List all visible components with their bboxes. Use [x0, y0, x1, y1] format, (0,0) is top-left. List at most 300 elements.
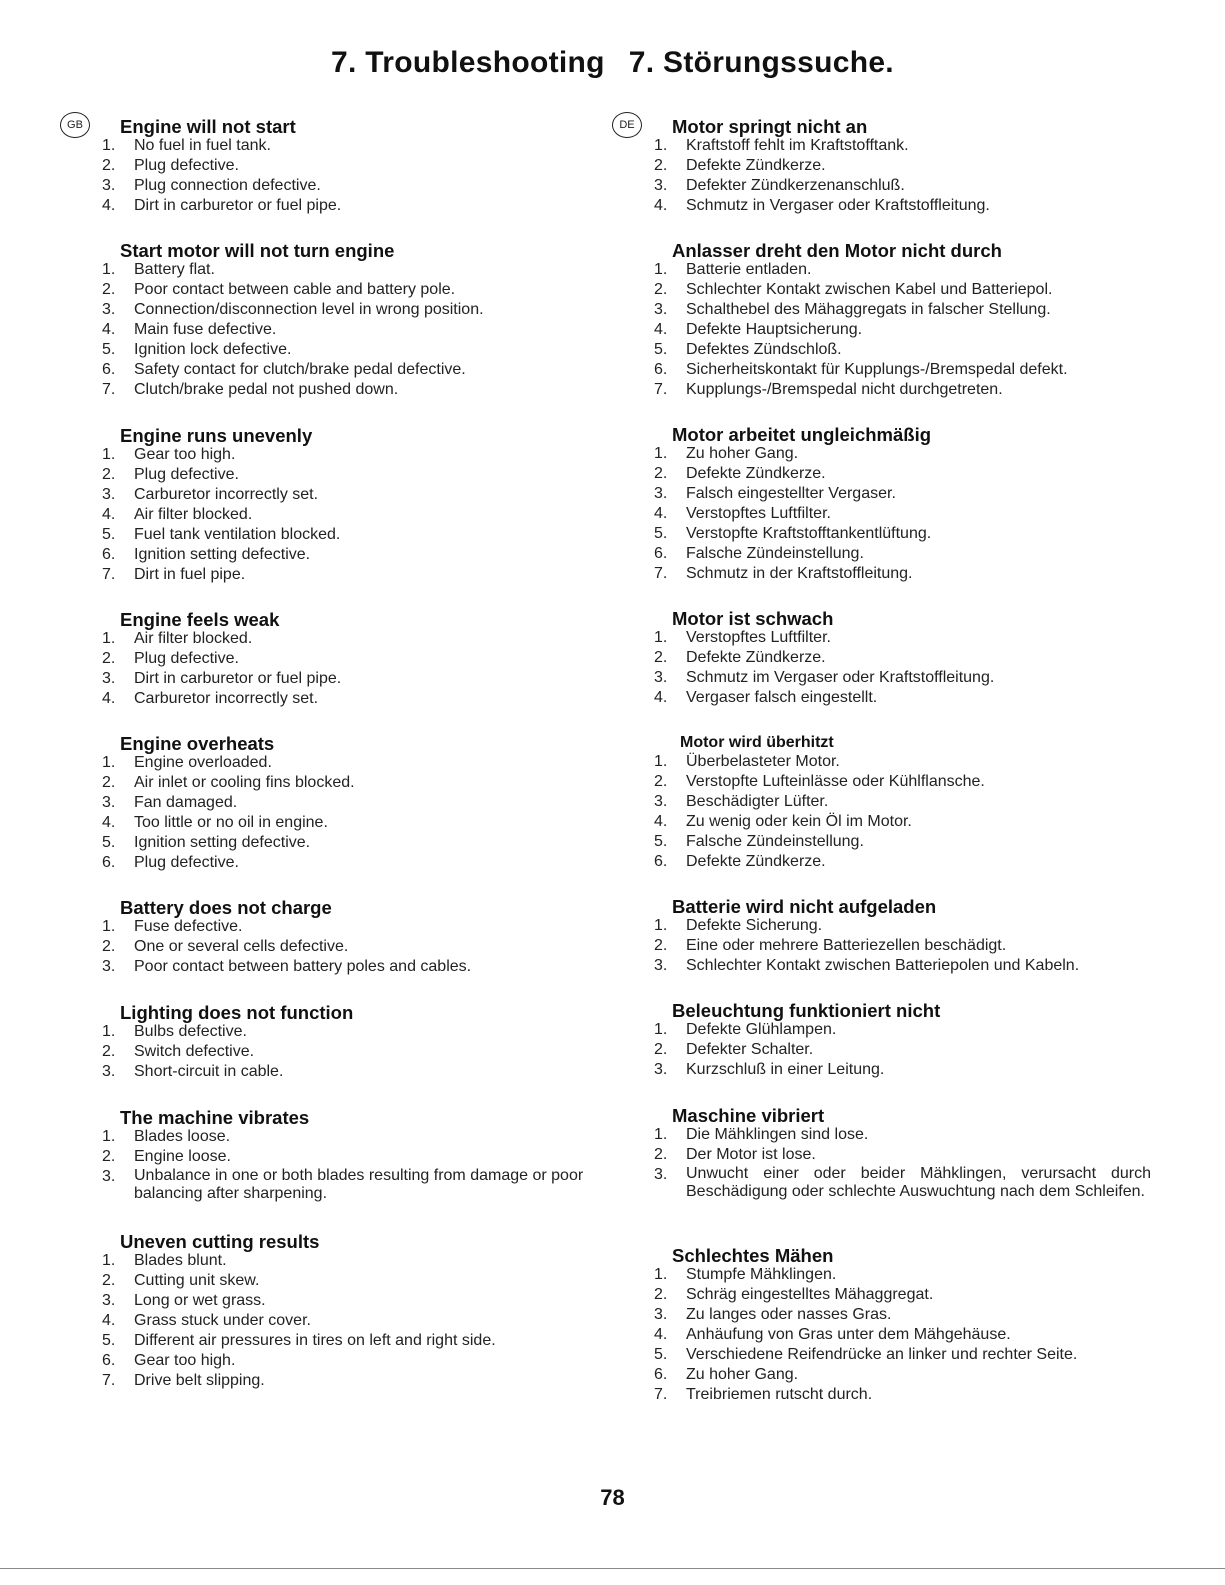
item-number: 1.: [102, 630, 116, 647]
item-text: Plug defective.: [134, 157, 239, 174]
item-text: Falsche Zündeinstellung.: [686, 545, 864, 562]
item-text: Safety contact for clutch/brake pedal defective.: [134, 361, 466, 378]
item-text: Grass stuck under cover.: [134, 1312, 311, 1329]
de-language-badge: DE: [612, 112, 642, 138]
item-number: 6.: [102, 1352, 116, 1369]
list-item: [70, 917, 610, 937]
cause-list: [622, 752, 1162, 872]
item-text: Dirt in fuel pipe.: [134, 566, 246, 583]
item-text: Verschiedene Reifendrücke an linker und rechter Seite.: [686, 1346, 1078, 1363]
item-number: 4.: [102, 1312, 116, 1329]
list-item: [70, 669, 610, 689]
item-text: Verstopfte Lufteinlässe oder Kühlflansche.: [686, 773, 985, 790]
list-item: [70, 689, 610, 709]
item-text: Verstopfte Kraftstofftankentlüftung.: [686, 525, 932, 542]
item-text: Plug defective.: [134, 854, 239, 871]
list-item: [70, 505, 610, 525]
list-item: [70, 773, 610, 793]
item-text: Zu wenig oder kein Öl im Motor.: [686, 813, 912, 830]
item-number: 5.: [102, 834, 116, 851]
item-text: Anhäufung von Gras unter dem Mähgehäuse.: [686, 1326, 1011, 1343]
list-item: [70, 937, 610, 957]
item-text: Überbelasteter Motor.: [686, 753, 840, 770]
section-title: Battery does not charge: [120, 897, 332, 918]
item-number: 4.: [654, 1326, 668, 1343]
item-number: 5.: [654, 341, 668, 358]
item-text: Unwucht einer oder beider Mähklingen, verursacht durch Beschädigung oder schlechte Auswuchtung nach dem Schleifen.: [686, 1165, 1151, 1200]
page-number: 78: [600, 1485, 625, 1510]
item-text: Connection/disconnection level in wrong position.: [134, 301, 484, 318]
list-item: [622, 936, 1162, 956]
cause-list: [70, 917, 610, 977]
item-number: 3.: [102, 794, 116, 811]
cause-list: [622, 1020, 1162, 1080]
item-text: Zu hoher Gang.: [686, 1366, 799, 1383]
list-item: [70, 853, 610, 873]
cause-list: [622, 1265, 1162, 1405]
list-item: [622, 320, 1162, 340]
cause-list: [70, 753, 610, 873]
item-text: Fuel tank ventilation blocked.: [134, 526, 341, 543]
item-number: 1.: [654, 917, 668, 934]
list-item: [70, 260, 610, 280]
list-item: [622, 136, 1162, 156]
list-item: [70, 833, 610, 853]
section-title: Start motor will not turn engine: [120, 240, 395, 261]
section-title: Engine overheats: [120, 733, 275, 754]
list-item: [622, 1285, 1162, 1305]
item-number: 3.: [102, 486, 116, 503]
item-number: 4.: [102, 814, 116, 831]
list-item: [70, 813, 610, 833]
item-number: 1.: [654, 753, 668, 770]
cause-list: [622, 628, 1162, 708]
section-title: Schlechtes Mähen: [672, 1245, 834, 1266]
list-item: [70, 1062, 610, 1082]
item-number: 1.: [102, 1252, 116, 1269]
cause-list: [70, 136, 610, 216]
list-item: [622, 260, 1162, 280]
list-item: [70, 360, 610, 380]
item-text: Schräg eingestelltes Mähaggregat.: [686, 1286, 934, 1303]
item-text: Defekte Sicherung.: [686, 917, 823, 934]
item-number: 6.: [654, 545, 668, 562]
item-number: 6.: [102, 361, 116, 378]
item-number: 5.: [102, 341, 116, 358]
list-item: [622, 564, 1162, 584]
item-text: Defekte Hauptsicherung.: [686, 321, 863, 338]
section-title: Motor arbeitet ungleichmäßig: [672, 424, 932, 445]
list-item: [622, 832, 1162, 852]
item-text: Unbalance in one or both blades resulting from damage or poor balancing after sharpening.: [134, 1167, 584, 1202]
list-item: [70, 136, 610, 156]
item-number: 2.: [102, 281, 116, 298]
item-text: Defekter Zündkerzenanschluß.: [686, 177, 905, 194]
list-item: [622, 1165, 1162, 1219]
item-text: Verstopftes Luftfilter.: [686, 629, 831, 646]
list-item: [622, 1040, 1162, 1060]
item-number: 3.: [102, 1292, 116, 1309]
item-number: 2.: [654, 937, 668, 954]
item-text: Plug defective.: [134, 466, 239, 483]
list-item: [622, 1365, 1162, 1385]
item-number: 2.: [654, 1286, 668, 1303]
item-number: 4.: [654, 813, 668, 830]
item-text: Falsch eingestellter Vergaser.: [686, 485, 896, 502]
list-item: [622, 628, 1162, 648]
cause-list: [70, 1127, 610, 1205]
gb-language-badge: GB: [60, 112, 90, 138]
section-title: Anlasser dreht den Motor nicht durch: [672, 240, 1002, 261]
item-text: Air filter blocked.: [134, 630, 253, 647]
item-number: 2.: [102, 1148, 116, 1165]
item-number: 7.: [102, 381, 116, 398]
item-text: Der Motor ist lose.: [686, 1146, 816, 1163]
list-item: [622, 464, 1162, 484]
item-text: Defekte Zündkerze.: [686, 465, 826, 482]
item-text: Defekter Schalter.: [686, 1041, 814, 1058]
list-item: [622, 524, 1162, 544]
list-item: [622, 340, 1162, 360]
item-text: Gear too high.: [134, 446, 236, 463]
item-number: 1.: [654, 137, 668, 154]
item-number: 5.: [654, 525, 668, 542]
item-text: Schmutz im Vergaser oder Kraftstoffleitung.: [686, 669, 995, 686]
list-item: [622, 156, 1162, 176]
item-text: Blades blunt.: [134, 1252, 227, 1269]
section-title: Motor ist schwach: [672, 608, 834, 629]
item-text: Poor contact between cable and battery pole.: [134, 281, 456, 298]
item-number: 4.: [102, 690, 116, 707]
item-number: 7.: [654, 381, 668, 398]
list-item: [70, 320, 610, 340]
list-item: [622, 1265, 1162, 1285]
item-number: 3.: [102, 177, 116, 194]
list-item: [70, 485, 610, 505]
item-text: Different air pressures in tires on left and right side.: [134, 1332, 496, 1349]
list-item: [622, 360, 1162, 380]
item-text: Schmutz in Vergaser oder Kraftstoffleitung.: [686, 197, 990, 214]
list-item: [70, 957, 610, 977]
section-title: Motor springt nicht an: [672, 116, 868, 137]
list-item: [622, 196, 1162, 216]
item-number: 6.: [102, 854, 116, 871]
item-text: Carburetor incorrectly set.: [134, 690, 319, 707]
item-text: Engine overloaded.: [134, 754, 272, 771]
item-number: 2.: [654, 1146, 668, 1163]
list-item: [622, 688, 1162, 708]
title-en: 7. Troubleshooting: [331, 46, 605, 79]
item-text: Batterie entladen.: [686, 261, 812, 278]
item-text: Schlechter Kontakt zwischen Kabel und Batteriepol.: [686, 281, 1053, 298]
item-number: 2.: [102, 938, 116, 955]
list-item: [70, 565, 610, 585]
list-item: [70, 1291, 610, 1311]
item-number: 4.: [654, 689, 668, 706]
item-number: 2.: [102, 466, 116, 483]
item-text: Short-circuit in cable.: [134, 1063, 284, 1080]
item-text: Schlechter Kontakt zwischen Batteriepolen und Kabeln.: [686, 957, 1080, 974]
item-text: Bulbs defective.: [134, 1023, 247, 1040]
item-text: Zu hoher Gang.: [686, 445, 799, 462]
section-title: Beleuchtung funktioniert nicht: [672, 1000, 941, 1021]
item-text: Die Mähklingen sind lose.: [686, 1126, 869, 1143]
item-text: Kraftstoff fehlt im Kraftstofftank.: [686, 137, 909, 154]
section-title: Motor wird überhitzt: [680, 734, 834, 751]
list-item: [622, 380, 1162, 400]
list-item: [622, 444, 1162, 464]
item-text: Stumpfe Mähklingen.: [686, 1266, 837, 1283]
list-item: [622, 484, 1162, 504]
item-number: 2.: [102, 650, 116, 667]
list-item: [622, 504, 1162, 524]
item-text: Dirt in carburetor or fuel pipe.: [134, 670, 342, 687]
item-text: No fuel in fuel tank.: [134, 137, 271, 154]
item-number: 1.: [102, 918, 116, 935]
item-number: 1.: [102, 137, 116, 154]
item-number: 3.: [102, 958, 116, 975]
cause-list: [70, 260, 610, 400]
item-number: 4.: [102, 506, 116, 523]
item-number: 2.: [102, 1043, 116, 1060]
list-item: [622, 792, 1162, 812]
list-item: [70, 340, 610, 360]
item-text: Zu langes oder nasses Gras.: [686, 1306, 892, 1323]
item-number: 4.: [102, 197, 116, 214]
list-item: [622, 1345, 1162, 1365]
item-number: 3.: [654, 669, 668, 686]
list-item: [70, 1311, 610, 1331]
item-text: Kupplungs-/Bremspedal nicht durchgetreten.: [686, 381, 1003, 398]
item-number: 4.: [654, 197, 668, 214]
item-number: 1.: [654, 1021, 668, 1038]
list-item: [622, 648, 1162, 668]
item-number: 2.: [102, 774, 116, 791]
item-number: 3.: [654, 957, 668, 974]
item-text: Sicherheitskontakt für Kupplungs-/Bremspedal defekt.: [686, 361, 1068, 378]
item-text: Carburetor incorrectly set.: [134, 486, 319, 503]
item-number: 6.: [654, 853, 668, 870]
item-text: Beschädigter Lüfter.: [686, 793, 829, 810]
item-number: 3.: [654, 1306, 668, 1323]
list-item: [70, 280, 610, 300]
list-item: [622, 916, 1162, 936]
list-item: [622, 1020, 1162, 1040]
item-text: Long or wet grass.: [134, 1292, 266, 1309]
item-text: Air filter blocked.: [134, 506, 253, 523]
item-text: Vergaser falsch eingestellt.: [686, 689, 878, 706]
item-text: Engine loose.: [134, 1148, 231, 1165]
item-number: 1.: [102, 754, 116, 771]
item-text: Air inlet or cooling fins blocked.: [134, 774, 355, 791]
list-item: [70, 196, 610, 216]
list-item: [70, 1271, 610, 1291]
list-item: [70, 545, 610, 565]
item-text: Falsche Zündeinstellung.: [686, 833, 864, 850]
section-title: The machine vibrates: [120, 1107, 310, 1128]
item-number: 2.: [654, 465, 668, 482]
item-number: 2.: [654, 157, 668, 174]
item-text: Battery flat.: [134, 261, 215, 278]
section-title: Uneven cutting results: [120, 1231, 320, 1252]
item-number: 4.: [654, 505, 668, 522]
item-text: Main fuse defective.: [134, 321, 277, 338]
item-number: 6.: [654, 1366, 668, 1383]
item-number: 1.: [654, 1266, 668, 1283]
list-item: [622, 812, 1162, 832]
list-item: [70, 1251, 610, 1271]
list-item: [622, 1325, 1162, 1345]
item-text: Kurzschluß in einer Leitung.: [686, 1061, 885, 1078]
item-text: Treibriemen rutscht durch.: [686, 1386, 873, 1403]
list-item: [622, 280, 1162, 300]
list-item: [70, 176, 610, 196]
item-text: Defekte Zündkerze.: [686, 649, 826, 666]
list-item: [622, 176, 1162, 196]
list-item: [622, 1125, 1162, 1145]
item-number: 7.: [654, 565, 668, 582]
list-item: [70, 649, 610, 669]
section-title: Engine will not start: [120, 116, 296, 137]
item-number: 1.: [102, 261, 116, 278]
item-text: Plug defective.: [134, 650, 239, 667]
item-number: 7.: [102, 1372, 116, 1389]
item-text: Fuse defective.: [134, 918, 243, 935]
item-number: 3.: [102, 670, 116, 687]
item-text: Fan damaged.: [134, 794, 238, 811]
item-number: 1.: [102, 1023, 116, 1040]
item-text: Defektes Zündschloß.: [686, 341, 842, 358]
item-text: Switch defective.: [134, 1043, 255, 1060]
section-title: Engine feels weak: [120, 609, 280, 630]
item-number: 6.: [102, 546, 116, 563]
item-number: 3.: [654, 793, 668, 810]
cause-list: [70, 1022, 610, 1082]
list-item: [70, 1371, 610, 1391]
list-item: [70, 1331, 610, 1351]
list-item: [622, 668, 1162, 688]
item-number: 1.: [654, 261, 668, 278]
item-text: Verstopftes Luftfilter.: [686, 505, 831, 522]
bottom-rule: [0, 1568, 1225, 1569]
list-item: [622, 772, 1162, 792]
list-item: [622, 852, 1162, 872]
list-item: [70, 156, 610, 176]
list-item: [70, 1042, 610, 1062]
item-text: Defekte Glühlampen.: [686, 1021, 837, 1038]
list-item: [70, 300, 610, 320]
item-number: 3.: [654, 1166, 668, 1183]
item-number: 3.: [654, 177, 668, 194]
cause-list: [622, 1125, 1162, 1219]
item-text: Defekte Zündkerze.: [686, 853, 826, 870]
item-number: 3.: [102, 1168, 116, 1185]
cause-list: [70, 1251, 610, 1391]
item-text: Dirt in carburetor or fuel pipe.: [134, 197, 342, 214]
item-number: 3.: [102, 1063, 116, 1080]
item-number: 2.: [654, 649, 668, 666]
item-number: 5.: [102, 1332, 116, 1349]
item-text: Plug connection defective.: [134, 177, 321, 194]
list-item: [622, 1305, 1162, 1325]
list-item: [622, 1385, 1162, 1405]
item-number: 2.: [654, 281, 668, 298]
item-number: 3.: [654, 1061, 668, 1078]
list-item: [70, 1127, 610, 1147]
item-number: 2.: [102, 1272, 116, 1289]
cause-list: [70, 629, 610, 709]
item-number: 7.: [654, 1386, 668, 1403]
section-title: Maschine vibriert: [672, 1105, 825, 1126]
cause-list: [622, 444, 1162, 584]
list-item: [70, 380, 610, 400]
item-number: 3.: [654, 485, 668, 502]
item-number: 2.: [654, 1041, 668, 1058]
item-number: 6.: [654, 361, 668, 378]
title-de: 7. Störungssuche.: [628, 46, 894, 79]
item-text: Defekte Zündkerze.: [686, 157, 826, 174]
item-number: 5.: [654, 833, 668, 850]
list-item: [622, 1060, 1162, 1080]
item-text: Eine oder mehrere Batteriezellen beschädigt.: [686, 937, 1007, 954]
item-number: 1.: [654, 445, 668, 462]
item-text: Cutting unit skew.: [134, 1272, 260, 1289]
item-text: Poor contact between battery poles and cables.: [134, 958, 472, 975]
section-title: Engine runs unevenly: [120, 425, 313, 446]
item-text: Drive belt slipping.: [134, 1372, 265, 1389]
item-number: 5.: [102, 526, 116, 543]
item-text: Too little or no oil in engine.: [134, 814, 328, 831]
cause-list: [622, 136, 1162, 216]
item-number: 3.: [654, 301, 668, 318]
list-item: [622, 956, 1162, 976]
item-text: One or several cells defective.: [134, 938, 349, 955]
list-item: [70, 1022, 610, 1042]
item-number: 7.: [102, 566, 116, 583]
item-text: Blades loose.: [134, 1128, 231, 1145]
list-item: [622, 300, 1162, 320]
item-number: 4.: [102, 321, 116, 338]
item-number: 5.: [654, 1346, 668, 1363]
item-text: Ignition setting defective.: [134, 834, 311, 851]
cause-list: [70, 445, 610, 585]
item-number: 2.: [102, 157, 116, 174]
item-number: 2.: [654, 773, 668, 790]
list-item: [70, 465, 610, 485]
list-item: [70, 525, 610, 545]
page-title: [0, 46, 1225, 80]
list-item: [70, 793, 610, 813]
list-item: [70, 1351, 610, 1371]
list-item: [622, 544, 1162, 564]
item-text: Ignition lock defective.: [134, 341, 292, 358]
item-text: Schalthebel des Mähaggregats in falscher Stellung.: [686, 301, 1051, 318]
list-item: [70, 1167, 610, 1205]
item-text: Ignition setting defective.: [134, 546, 311, 563]
item-text: Gear too high.: [134, 1352, 236, 1369]
list-item: [622, 1145, 1162, 1165]
item-text: Clutch/brake pedal not pushed down.: [134, 381, 399, 398]
cause-list: [622, 260, 1162, 400]
item-number: 1.: [654, 1126, 668, 1143]
item-text: Schmutz in der Kraftstoffleitung.: [686, 565, 913, 582]
section-title: Lighting does not function: [120, 1002, 354, 1023]
item-number: 1.: [102, 446, 116, 463]
item-number: 1.: [102, 1128, 116, 1145]
list-item: [70, 1147, 610, 1167]
item-number: 4.: [654, 321, 668, 338]
list-item: [70, 629, 610, 649]
